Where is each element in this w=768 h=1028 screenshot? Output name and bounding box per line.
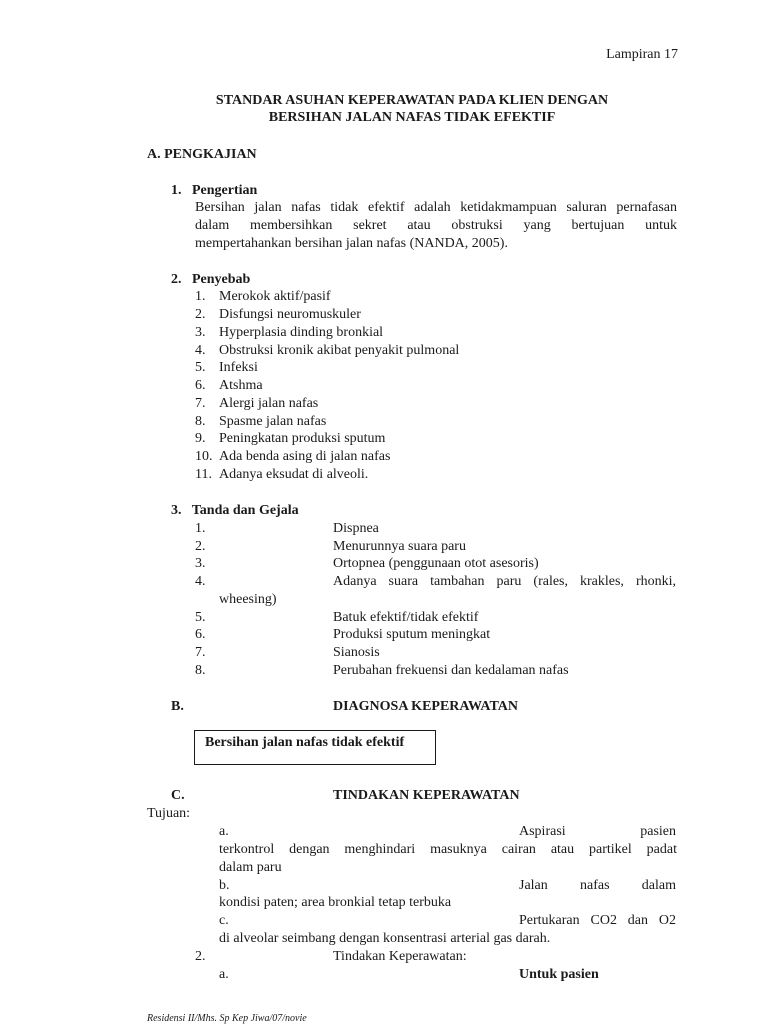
list-item: Dispnea <box>333 521 379 536</box>
list-item: Sianosis <box>333 645 380 660</box>
section-b-letter: B. <box>171 699 184 714</box>
list-number: 5. <box>195 610 206 625</box>
section-a-heading: A. PENGKAJIAN <box>147 147 257 162</box>
pengertian-line2: dalam membersihkan sekret atau obstruksi yang bertujuan untuk <box>195 218 677 233</box>
section-c-letter: C. <box>171 788 185 803</box>
goal-b-line2: kondisi paten; area bronkial tetap terbuka <box>219 895 452 910</box>
list-number: 3. <box>195 325 206 340</box>
goal-a-text: Aspirasi pasien <box>519 824 676 839</box>
pengertian-line3: mempertahankan bersihan jalan nafas (NANDA, 2005). <box>195 236 508 251</box>
goal-a-line2: terkontrol dengan menghindari masuknya cairan atau partikel padat <box>219 842 677 857</box>
list-number: 2. <box>195 539 206 554</box>
list-item: Merokok aktif/pasif <box>219 289 331 304</box>
list-number: 1. <box>195 289 206 304</box>
list-number: 8. <box>195 414 206 429</box>
list-item: Ada benda asing di jalan nafas <box>219 449 391 464</box>
list-number: 2. <box>195 307 206 322</box>
list-item: Adanya eksudat di alveoli. <box>219 467 369 482</box>
list-item: Spasme jalan nafas <box>219 414 327 429</box>
document-title-line1: STANDAR ASUHAN KEPERAWATAN PADA KLIEN DENGAN <box>215 93 609 108</box>
goal-a-label: a. <box>219 824 229 839</box>
list-number: 1. <box>195 521 206 536</box>
list-number: 9. <box>195 431 206 446</box>
goal-b-label: b. <box>219 878 230 893</box>
list-item: Adanya suara tambahan paru (rales, krakles, rhonki, <box>333 574 676 589</box>
document-title-line2: BERSIHAN JALAN NAFAS TIDAK EFEKTIF <box>268 110 556 125</box>
list-number: 6. <box>195 627 206 642</box>
goal-a-line3: dalam paru <box>219 860 282 875</box>
pengertian-line1: Bersihan jalan nafas tidak efektif adalah ketidakmampuan saluran pernafasan <box>195 200 677 215</box>
list-number: 5. <box>195 360 206 375</box>
list-item: Perubahan frekuensi dan kedalaman nafas <box>333 663 569 678</box>
list-item-continuation: wheesing) <box>219 592 277 607</box>
section-b-heading: DIAGNOSA KEPERAWATAN <box>333 699 519 714</box>
list-item: Obstruksi kronik akibat penyakit pulmonal <box>219 343 460 358</box>
goal-b-text: Jalan nafas dalam <box>519 878 676 893</box>
list-item: Disfungsi neuromuskuler <box>219 307 361 322</box>
list-number: 7. <box>195 645 206 660</box>
diagnosis-box <box>194 730 436 765</box>
penyebab-title: 2. Penyebab <box>171 272 251 287</box>
goal-c-text: Pertukaran CO2 dan O2 <box>519 913 676 928</box>
page-footer: Residensi II/Mhs. Sp Kep Jiwa/07/novie <box>147 1013 307 1024</box>
list-number: 11. <box>195 467 212 482</box>
list-number: 8. <box>195 663 206 678</box>
list-number: 4. <box>195 574 206 589</box>
list-number: 3. <box>195 556 206 571</box>
goal-c-label: c. <box>219 913 229 928</box>
list-number: 6. <box>195 378 206 393</box>
tanda-gejala-title: 3. Tanda dan Gejala <box>171 503 299 518</box>
tindakan-number: 2. <box>195 949 206 964</box>
list-number: 7. <box>195 396 206 411</box>
list-item: Atshma <box>219 378 263 393</box>
attachment-label: Lampiran 17 <box>606 47 678 62</box>
list-item: Batuk efektif/tidak efektif <box>333 610 479 625</box>
list-item: Peningkatan produksi sputum <box>219 431 386 446</box>
list-item: Infeksi <box>219 360 258 375</box>
list-number: 4. <box>195 343 206 358</box>
list-item: Produksi sputum meningkat <box>333 627 491 642</box>
list-number: 10. <box>195 449 213 464</box>
tindakan-label: Tindakan Keperawatan: <box>333 949 467 964</box>
tujuan-label: Tujuan: <box>147 806 191 821</box>
pasien-text: Untuk pasien <box>519 967 599 982</box>
list-item: Ortopnea (penggunaan otot asesoris) <box>333 556 539 571</box>
section-c-heading: TINDAKAN KEPERAWATAN <box>333 788 520 803</box>
list-item: Alergi jalan nafas <box>219 396 319 411</box>
goal-c-line2: di alveolar seimbang dengan konsentrasi arterial gas darah. <box>219 931 551 946</box>
pengertian-title: 1. Pengertian <box>171 183 258 198</box>
diagnosis-text: Bersihan jalan nafas tidak efektif <box>205 735 405 750</box>
pasien-label: a. <box>219 967 229 982</box>
list-item: Menurunnya suara paru <box>333 539 466 554</box>
list-item: Hyperplasia dinding bronkial <box>219 325 384 340</box>
